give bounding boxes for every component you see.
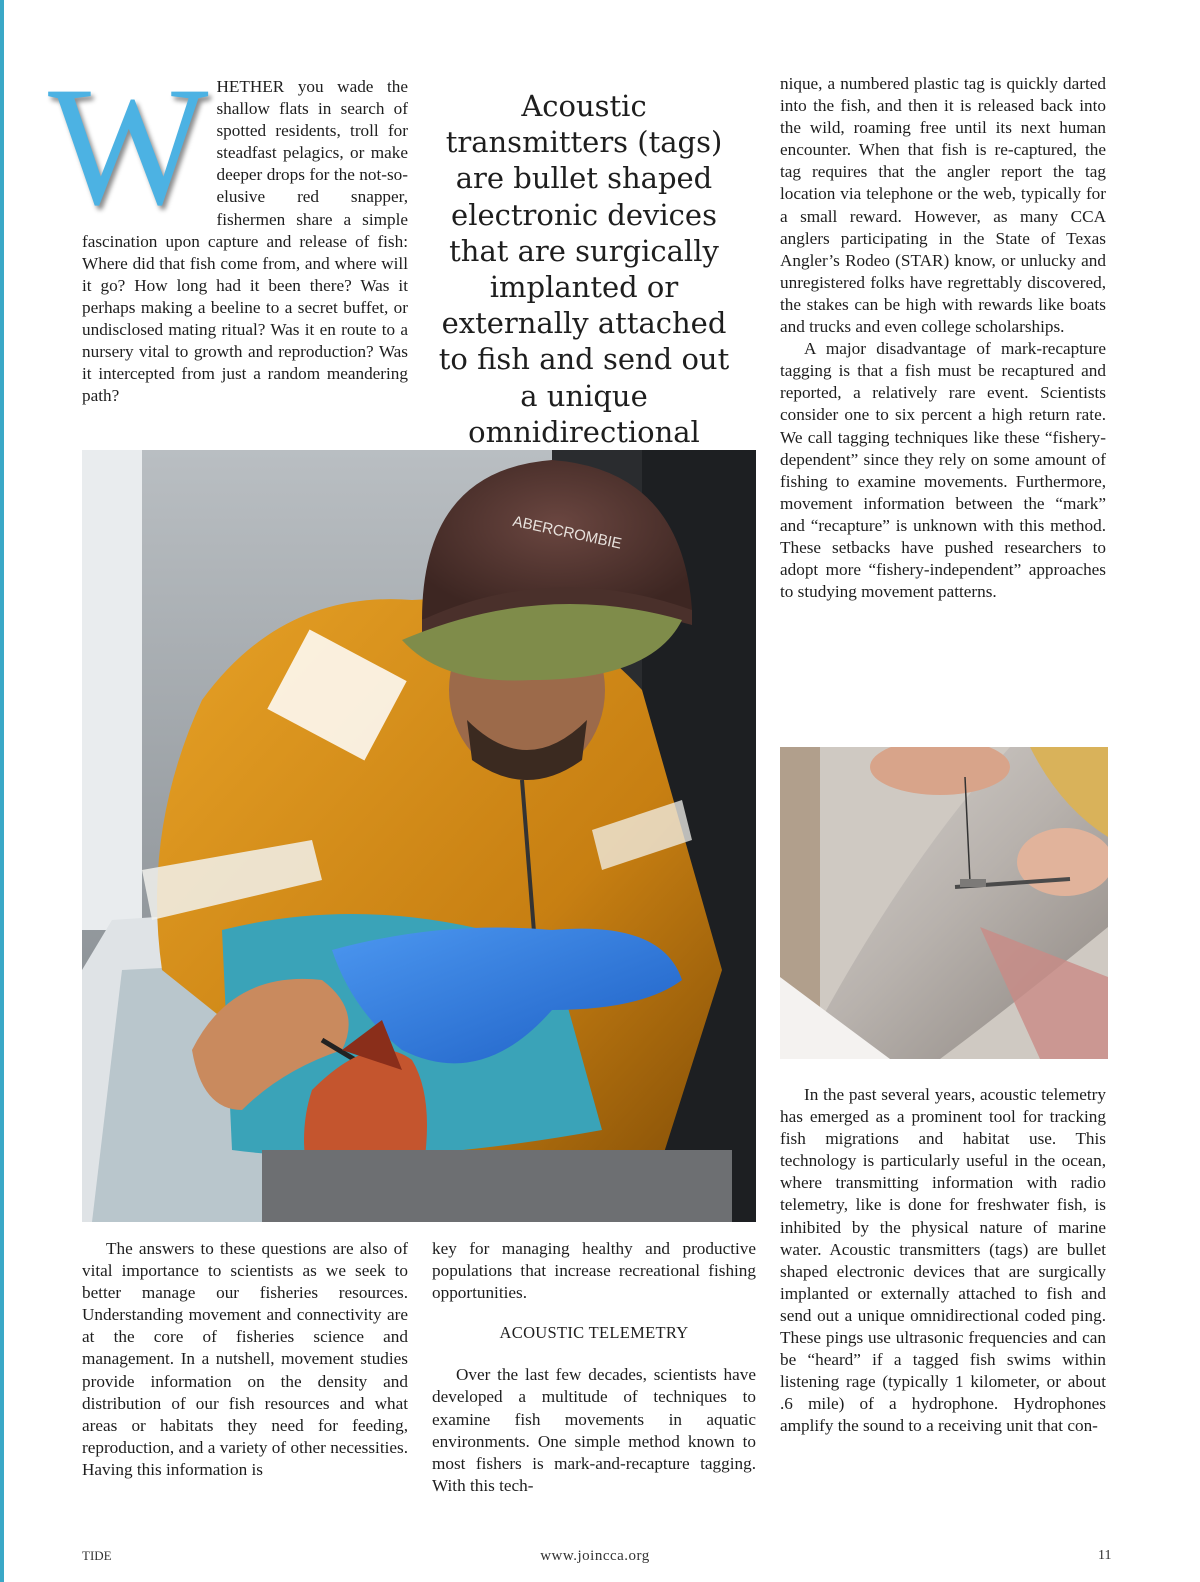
paragraph: Over the last few decades, scientists have developed a multitude of techniques to examine fish movements in aquatic environments. One simple method known to most fishers is mark-and-recapture tagging. With this tech-	[432, 1365, 756, 1495]
column-3-bottom	[780, 1084, 1106, 1438]
side-photo	[780, 747, 1108, 1059]
paragraph: nique, a numbered plastic tag is quickly darted into the fish, and then it is released back into the wild, roaming free until its next human encounter. When that fish is re-captured, the tag requires that the angler report the tag location via telephone or the web, typically for a small reward. However, as many CCA anglers participating in the State of Texas Angler’s Rodeo (STAR) know, or unlucky and unregistered folks have regrettably discovered, the stakes can be high with rewards like boats and trucks and even college scholarships.	[780, 74, 1106, 337]
column-1-bottom	[82, 1238, 408, 1481]
main-photo-illustration	[82, 450, 756, 1222]
footer-website[interactable]: www.joincca.org	[540, 1548, 650, 1564]
intro-paragraph: HETHER you wade the shallow flats in search of spotted residents, troll for steadfast pelagics, or make deeper drops for the not-so-elusive red snapper, fishermen share a simple fascination upon capture and release of fish: Where did that fish come from, and where will it go? How long had it been there? Was it perhaps making a beeline to a secret buffet, or undisclosed mating ritual? Was it en route to a nursery vital to growth and reproduction? Was it intercepted from just a random meandering path?	[82, 77, 408, 406]
side-photo-illustration	[780, 747, 1108, 1059]
main-photo	[82, 450, 756, 1222]
page-edge-stripe	[0, 0, 4, 1582]
column-3-top	[780, 73, 1106, 603]
drop-cap: W	[48, 52, 209, 240]
section-heading: ACOUSTIC TELEMETRY	[499, 1323, 689, 1343]
paragraph: In the past several years, acoustic telemetry has emerged as a prominent tool for tracking fish migrations and habitat use. This technology is particularly useful in the ocean, where transmitting information with radio telemetry, like is done for freshwater fish, is inhibited by the physical nature of marine water. Acoustic transmitters (tags) are bullet shaped electronic devices that are surgically implanted or externally attached to fish and send out a unique omnidirectional coded ping. These pings use ultrasonic frequencies and can be “heard” if a tagged fish swims within listening rage (typically 1 kilometer, or about .6 mile) of a hydrophone. Hydrophones amplify the sound to a receiving unit that con-	[780, 1085, 1106, 1436]
paragraph: The answers to these questions are also of vital importance to scientists as we seek to better manage our fisheries resources. Understanding movement and connectivity are at the core of fisheries science and management. In a nutshell, movement studies provide information on the density and distribution of our fish resources and what areas or habitats they need for feeding, reproduction, and a variety of other necessities. Having this information is	[82, 1239, 408, 1479]
intro-column	[48, 52, 408, 407]
paragraph: key for managing healthy and productive populations that increase recreational fishing opportunities.	[432, 1239, 756, 1303]
cap-patch-text: ABERCROMBIE	[511, 512, 624, 553]
footer-publication: TIDE	[82, 1548, 112, 1563]
footer-page-number: 11	[1098, 1548, 1112, 1563]
paragraph: A major disadvantage of mark-recapture tagging is that a fish must be recaptured and reported, a relatively rare event. Scientists consider one to six percent a high return rate. We call tagging techniques like these “fishery-dependent” since they rely on some amount of fishing to examine movements. Furthermore, movement information between the “mark” and “recapture” is unknown with this method. These setbacks have pushed researchers to adopt more “fishery-independent” approaches to studying movement patterns.	[780, 339, 1106, 602]
column-2-bottom	[432, 1238, 756, 1497]
pull-quote: Acoustic transmitters (tags) are bullet shaped electronic devices that are surgically implanted or externally attached to fish and send out a unique omnidirectional	[438, 89, 730, 449]
